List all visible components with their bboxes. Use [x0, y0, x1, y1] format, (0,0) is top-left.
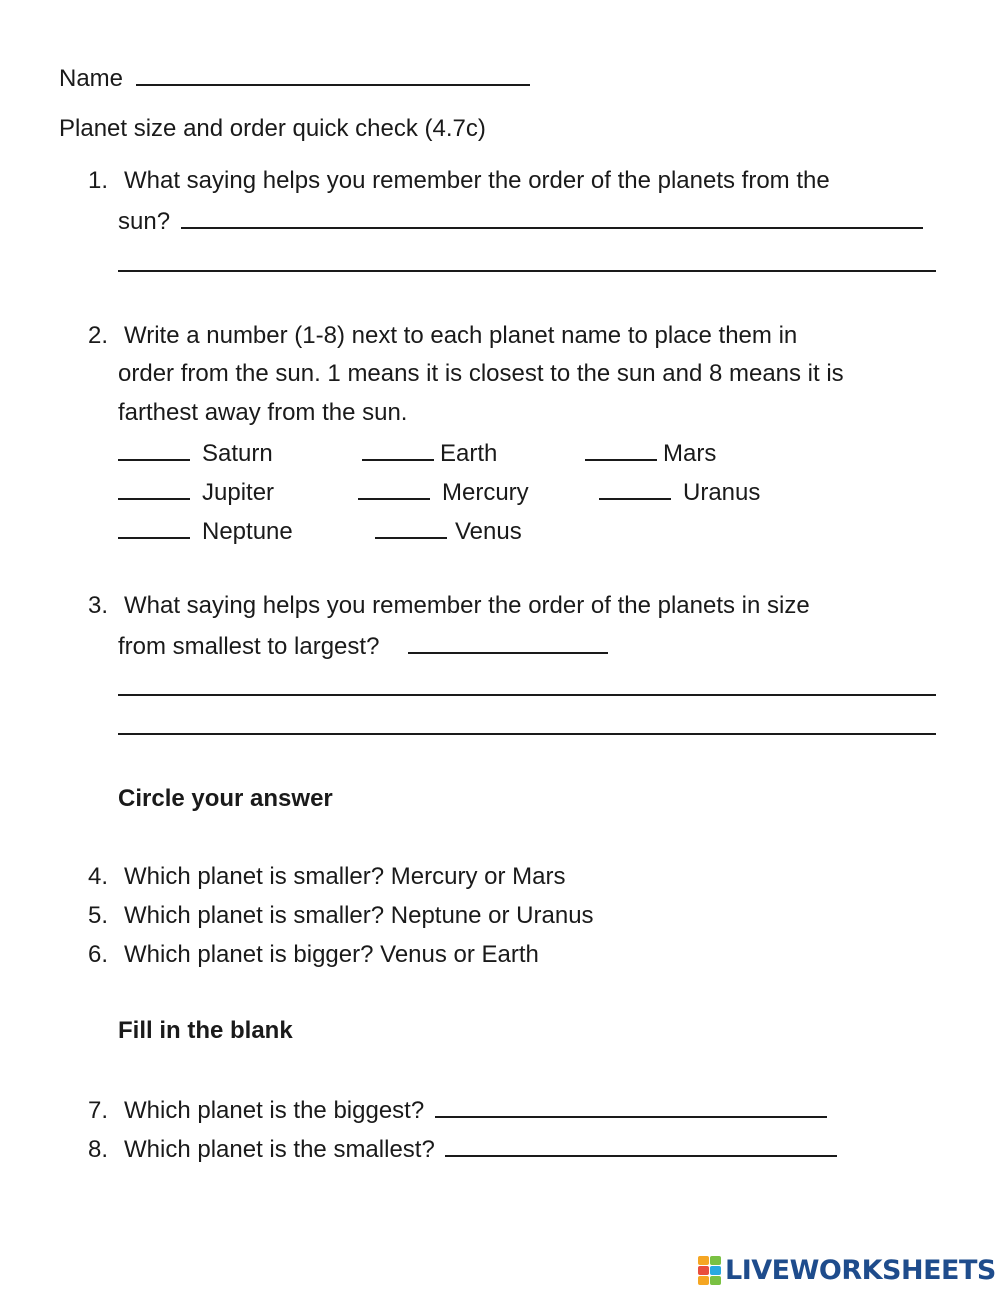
planet-label: Neptune — [202, 518, 293, 545]
question-2 — [88, 321, 797, 351]
question-number: 2. — [88, 322, 109, 349]
planet-jupiter — [118, 476, 274, 508]
question-number: 6. — [88, 941, 109, 968]
order-input[interactable] — [599, 476, 671, 500]
planet-label: Venus — [455, 518, 522, 545]
question-number: 1. — [88, 167, 109, 194]
order-input[interactable] — [362, 437, 434, 461]
planet-earth — [362, 437, 497, 469]
question-1-line-2 — [118, 205, 923, 237]
liveworksheets-logo-icon — [698, 1256, 721, 1285]
question-3-line-2 — [118, 630, 608, 662]
name-row — [59, 62, 530, 94]
question-text: Write a number (1-8) next to each planet name to place them in — [124, 322, 798, 349]
planet-neptune — [118, 515, 293, 547]
question-3 — [88, 591, 810, 621]
question-text: Which planet is smaller? Mercury or Mars — [124, 863, 566, 890]
question-text: Which planet is the biggest? — [124, 1097, 425, 1124]
planet-label: Saturn — [202, 440, 273, 467]
logo-block — [698, 1276, 709, 1285]
question-text: Which planet is the smallest? — [124, 1136, 435, 1163]
q3-answer-input[interactable] — [408, 630, 608, 654]
order-input[interactable] — [375, 515, 447, 539]
logo-block — [710, 1276, 721, 1285]
section-heading-circle: Circle your answer — [118, 785, 333, 812]
planet-label: Jupiter — [202, 479, 275, 506]
question-text: What saying helps you remember the order of the planets from the — [124, 167, 830, 194]
question-2-line-2: order from the sun. 1 means it is closest to the sun and 8 means it is — [118, 360, 844, 387]
planet-venus — [375, 515, 522, 547]
question-number: 8. — [88, 1136, 109, 1163]
logo-block — [698, 1256, 709, 1265]
question-1 — [88, 166, 830, 196]
question-5[interactable] — [88, 901, 594, 931]
order-input[interactable] — [585, 437, 657, 461]
planet-label: Earth — [440, 440, 498, 467]
question-6[interactable] — [88, 940, 539, 970]
question-number: 4. — [88, 863, 109, 890]
q3-answer-line-2[interactable] — [118, 694, 936, 696]
order-input[interactable] — [118, 515, 190, 539]
question-text: from smallest to largest? — [118, 633, 380, 660]
q1-answer-input[interactable] — [181, 205, 923, 229]
name-input[interactable] — [136, 62, 530, 86]
order-input[interactable] — [118, 476, 190, 500]
question-7 — [88, 1094, 827, 1126]
question-number: 7. — [88, 1097, 109, 1124]
logo-block — [698, 1266, 709, 1275]
planet-mars — [585, 437, 716, 469]
question-text: Which planet is bigger? Venus or Earth — [124, 941, 539, 968]
order-input[interactable] — [358, 476, 430, 500]
question-8 — [88, 1133, 837, 1165]
question-text: Which planet is smaller? Neptune or Uranus — [124, 902, 594, 929]
logo-text: LIVEWORKSHEETS — [725, 1254, 996, 1286]
question-text: What saying helps you remember the order of the planets in size — [124, 592, 810, 619]
question-number: 3. — [88, 592, 109, 619]
order-input[interactable] — [118, 437, 190, 461]
planet-label: Uranus — [683, 479, 761, 506]
worksheet-title: Planet size and order quick check (4.7c) — [59, 115, 486, 142]
question-number: 5. — [88, 902, 109, 929]
planet-mercury — [358, 476, 529, 508]
planet-label: Mars — [663, 440, 717, 467]
logo-block — [710, 1266, 721, 1275]
question-text: sun? — [118, 208, 171, 235]
q3-answer-line-3[interactable] — [118, 733, 936, 735]
planet-uranus — [599, 476, 760, 508]
planet-saturn — [118, 437, 273, 469]
question-4[interactable] — [88, 862, 565, 892]
liveworksheets-logo[interactable] — [698, 1255, 996, 1285]
q7-answer-input[interactable] — [435, 1094, 827, 1118]
q1-answer-line-2[interactable] — [118, 270, 936, 272]
section-heading-fill: Fill in the blank — [118, 1017, 293, 1044]
logo-block — [710, 1256, 721, 1265]
q8-answer-input[interactable] — [445, 1133, 837, 1157]
planet-label: Mercury — [442, 479, 529, 506]
name-label: Name — [59, 65, 124, 92]
question-2-line-3: farthest away from the sun. — [118, 399, 408, 426]
